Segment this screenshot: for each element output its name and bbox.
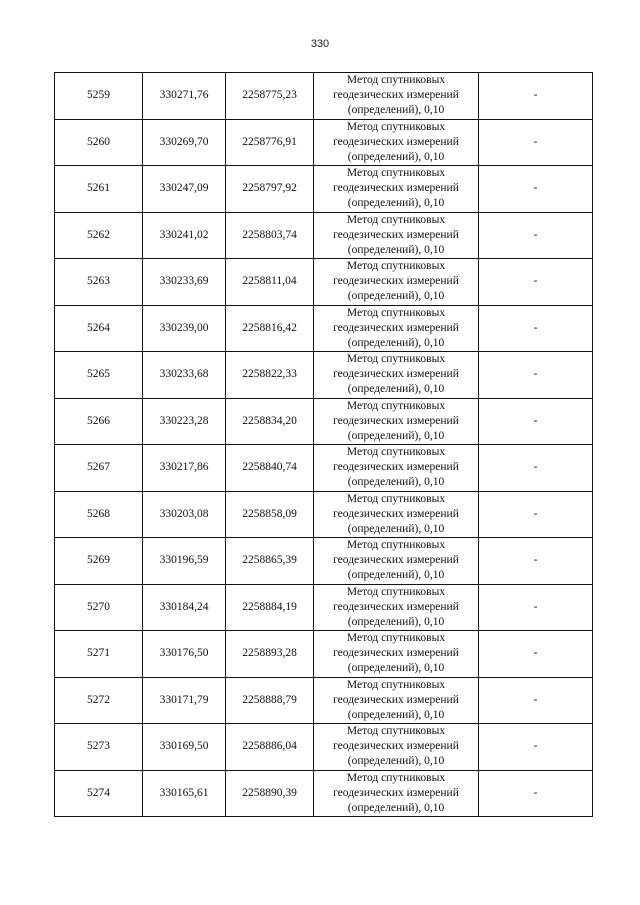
note-cell: -	[479, 212, 593, 259]
y-coordinate-cell: 2258834,20	[226, 398, 314, 445]
method-text-line: геодезических измерений	[333, 507, 459, 520]
y-coordinate-cell: 2258884,19	[226, 584, 314, 631]
x-coordinate-cell: 330184,24	[143, 584, 226, 631]
method-text-line: (определений), 0,10	[347, 429, 445, 442]
x-coordinate-cell: 330233,69	[143, 259, 226, 306]
method-text-line: геодезических измерений	[333, 182, 459, 195]
point-number-cell: 5273	[55, 724, 143, 771]
point-number-cell: 5263	[55, 259, 143, 306]
method-text-line: геодезических измерений	[333, 600, 459, 613]
note-cell: -	[479, 398, 593, 445]
note-cell: -	[479, 352, 593, 399]
note-cell: -	[479, 770, 593, 817]
method-cell	[314, 445, 479, 492]
coordinates-table-body	[55, 73, 593, 817]
method-text-line: геодезических измерений	[333, 321, 459, 334]
note-cell: -	[479, 259, 593, 306]
y-coordinate-cell: 2258803,74	[226, 212, 314, 259]
note-cell: -	[479, 584, 593, 631]
method-text-line: (определений), 0,10	[347, 755, 445, 768]
x-coordinate-cell: 330241,02	[143, 212, 226, 259]
y-coordinate-cell: 2258840,74	[226, 445, 314, 492]
method-text-line: геодезических измерений	[333, 693, 459, 706]
method-text-line: Метод спутниковых	[346, 585, 446, 598]
note-cell: -	[479, 538, 593, 585]
x-coordinate-cell: 330203,08	[143, 491, 226, 538]
y-coordinate-cell: 2258776,91	[226, 119, 314, 166]
method-text-line: геодезических измерений	[333, 89, 459, 102]
table-row	[55, 259, 593, 306]
y-coordinate-cell: 2258822,33	[226, 352, 314, 399]
table-row	[55, 73, 593, 120]
point-number-cell: 5267	[55, 445, 143, 492]
y-coordinate-cell: 2258816,42	[226, 305, 314, 352]
method-text-line: геодезических измерений	[333, 275, 459, 288]
x-coordinate-cell: 330169,50	[143, 724, 226, 771]
point-number-cell: 5269	[55, 538, 143, 585]
method-text-line: Метод спутниковых	[346, 771, 446, 784]
method-text-line: геодезических измерений	[333, 786, 459, 799]
method-text-line: Метод спутниковых	[346, 725, 446, 738]
method-text-line: Метод спутниковых	[346, 492, 446, 505]
y-coordinate-cell: 2258797,92	[226, 166, 314, 213]
x-coordinate-cell: 330239,00	[143, 305, 226, 352]
method-cell	[314, 119, 479, 166]
method-cell	[314, 584, 479, 631]
y-coordinate-cell: 2258890,39	[226, 770, 314, 817]
method-cell	[314, 73, 479, 120]
table-row	[55, 724, 593, 771]
coordinates-table	[54, 72, 593, 817]
method-text-line: (определений), 0,10	[347, 569, 445, 582]
table-row	[55, 584, 593, 631]
table-row	[55, 445, 593, 492]
table-row	[55, 352, 593, 399]
x-coordinate-cell: 330171,79	[143, 677, 226, 724]
method-cell	[314, 538, 479, 585]
y-coordinate-cell: 2258858,09	[226, 491, 314, 538]
method-text-line: (определений), 0,10	[347, 197, 445, 210]
method-text-line: (определений), 0,10	[347, 336, 445, 349]
method-text-line: (определений), 0,10	[347, 662, 445, 675]
point-number-cell: 5268	[55, 491, 143, 538]
method-text-line: геодезических измерений	[333, 135, 459, 148]
method-text-line: геодезических измерений	[333, 228, 459, 241]
table-row	[55, 212, 593, 259]
y-coordinate-cell: 2258811,04	[226, 259, 314, 306]
note-cell: -	[479, 724, 593, 771]
method-text-line: (определений), 0,10	[347, 801, 445, 814]
method-text-line: (определений), 0,10	[347, 708, 445, 721]
method-text-line: (определений), 0,10	[347, 476, 445, 489]
y-coordinate-cell: 2258865,39	[226, 538, 314, 585]
method-text-line: Метод спутниковых	[346, 446, 446, 459]
method-cell	[314, 677, 479, 724]
point-number-cell: 5272	[55, 677, 143, 724]
table-row	[55, 398, 593, 445]
x-coordinate-cell: 330223,28	[143, 398, 226, 445]
point-number-cell: 5270	[55, 584, 143, 631]
note-cell: -	[479, 445, 593, 492]
x-coordinate-cell: 330217,86	[143, 445, 226, 492]
point-number-cell: 5266	[55, 398, 143, 445]
method-text-line: Метод спутниковых	[346, 399, 446, 412]
method-cell	[314, 724, 479, 771]
method-text-line: Метод спутниковых	[346, 306, 446, 319]
method-cell	[314, 491, 479, 538]
method-text-line: Метод спутниковых	[346, 167, 446, 180]
y-coordinate-cell: 2258893,28	[226, 631, 314, 678]
method-text-line: (определений), 0,10	[347, 104, 445, 117]
method-text-line: (определений), 0,10	[347, 522, 445, 535]
method-text-line: (определений), 0,10	[347, 290, 445, 303]
note-cell: -	[479, 73, 593, 120]
method-cell	[314, 212, 479, 259]
note-cell: -	[479, 631, 593, 678]
point-number-cell: 5264	[55, 305, 143, 352]
method-cell	[314, 166, 479, 213]
note-cell: -	[479, 119, 593, 166]
note-cell: -	[479, 677, 593, 724]
table-row	[55, 538, 593, 585]
method-text-line: (определений), 0,10	[347, 243, 445, 256]
x-coordinate-cell: 330176,50	[143, 631, 226, 678]
method-cell	[314, 631, 479, 678]
method-cell	[314, 398, 479, 445]
table-row	[55, 119, 593, 166]
note-cell: -	[479, 491, 593, 538]
method-cell	[314, 305, 479, 352]
page-number: 330	[310, 38, 330, 50]
method-cell	[314, 352, 479, 399]
x-coordinate-cell: 330271,76	[143, 73, 226, 120]
method-text-line: геодезических измерений	[333, 554, 459, 567]
y-coordinate-cell: 2258775,23	[226, 73, 314, 120]
table-row	[55, 491, 593, 538]
method-text-line: Метод спутниковых	[346, 120, 446, 133]
method-text-line: геодезических измерений	[333, 414, 459, 427]
table-row	[55, 677, 593, 724]
method-text-line: Метод спутниковых	[346, 539, 446, 552]
method-text-line: геодезических измерений	[333, 368, 459, 381]
method-text-line: (определений), 0,10	[347, 383, 445, 396]
table-row	[55, 631, 593, 678]
method-text-line: Метод спутниковых	[346, 213, 446, 226]
method-text-line: Метод спутниковых	[346, 260, 446, 273]
method-text-line: Метод спутниковых	[346, 74, 446, 87]
x-coordinate-cell: 330247,09	[143, 166, 226, 213]
point-number-cell: 5274	[55, 770, 143, 817]
point-number-cell: 5260	[55, 119, 143, 166]
note-cell: -	[479, 166, 593, 213]
point-number-cell: 5271	[55, 631, 143, 678]
y-coordinate-cell: 2258888,79	[226, 677, 314, 724]
point-number-cell: 5261	[55, 166, 143, 213]
table-row	[55, 770, 593, 817]
method-text-line: Метод спутниковых	[346, 678, 446, 691]
point-number-cell: 5262	[55, 212, 143, 259]
method-cell	[314, 259, 479, 306]
method-text-line: (определений), 0,10	[347, 615, 445, 628]
point-number-cell: 5259	[55, 73, 143, 120]
method-text-line: геодезических измерений	[333, 461, 459, 474]
x-coordinate-cell: 330165,61	[143, 770, 226, 817]
method-text-line: Метод спутниковых	[346, 353, 446, 366]
point-number-cell: 5265	[55, 352, 143, 399]
method-cell	[314, 770, 479, 817]
note-cell: -	[479, 305, 593, 352]
table-row	[55, 305, 593, 352]
x-coordinate-cell: 330269,70	[143, 119, 226, 166]
x-coordinate-cell: 330196,59	[143, 538, 226, 585]
table-row	[55, 166, 593, 213]
method-text-line: (определений), 0,10	[347, 150, 445, 163]
method-text-line: геодезических измерений	[333, 740, 459, 753]
method-text-line: геодезических измерений	[333, 647, 459, 660]
method-text-line: Метод спутниковых	[346, 632, 446, 645]
x-coordinate-cell: 330233,68	[143, 352, 226, 399]
y-coordinate-cell: 2258886,04	[226, 724, 314, 771]
